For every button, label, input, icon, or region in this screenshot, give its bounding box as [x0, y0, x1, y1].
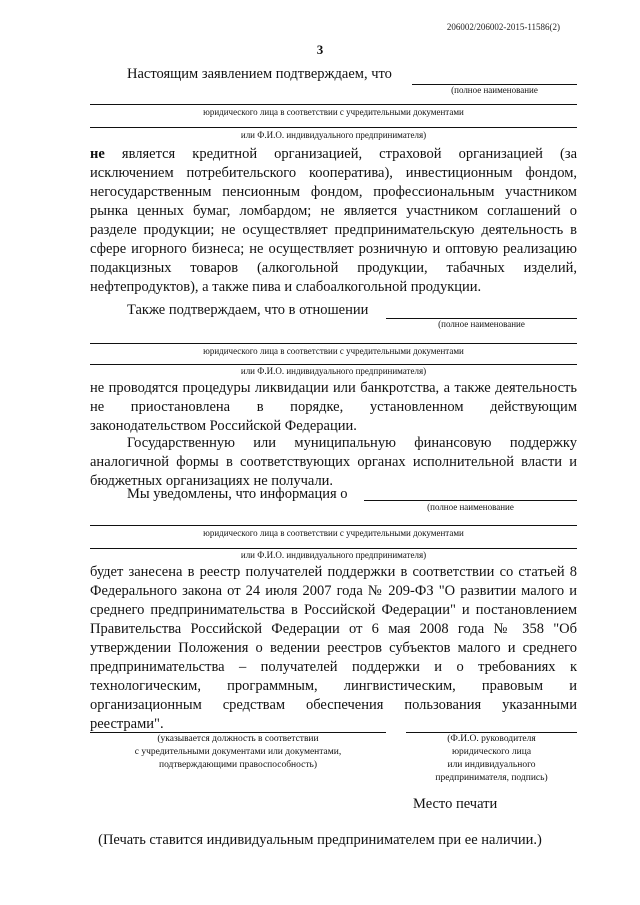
section1-note-2: юридического лица в соответствии с учредительными документами	[203, 107, 464, 117]
section1-body-start: не	[90, 146, 105, 162]
page-number: 3	[316, 42, 324, 57]
signature-position-note: (указывается должность в соответствии с учредительными документами или документами, подтверждающими правоспособность)	[134, 734, 342, 770]
section2-fill-line-3	[90, 364, 577, 365]
section2-note-2: юридического лица в соответствии с учредительными документами	[203, 346, 464, 356]
section3-note-2: юридического лица в соответствии с учредительными документами	[203, 528, 464, 538]
section2-note-1: (полное наименование	[438, 319, 525, 329]
section2-note-3: или Ф.И.О. индивидуального предпринимателя)	[240, 366, 427, 376]
section1-fill-line-3	[90, 127, 577, 128]
section3-body	[90, 563, 577, 734]
section1-fill-line-2	[90, 104, 577, 105]
section3-fill-line-1	[364, 500, 577, 501]
section2-body	[90, 379, 577, 436]
section1-note-3: или Ф.И.О. индивидуального предпринимателя)	[240, 130, 427, 140]
section3-fill-line-2	[90, 525, 577, 526]
document-number: 206002/206002-2015-11586(2)	[446, 22, 560, 32]
section2-fill-line-2	[90, 343, 577, 344]
section3-note-1: (полное наименование	[427, 502, 514, 512]
footer-note: (Печать ставится индивидуальным предпринимателем при ее наличии.)	[98, 832, 542, 848]
section3-fill-line-3	[90, 548, 577, 549]
section1-body-text: является кредитной организацией, страховой организацией (за исключением потребительского кооператива), инвестиционным фондом, негосударственным пенсионным фондом, профессиональным участником рынка ценных бумаг, ломбардом; не является участником соглашений о разделе продукции; не осуществляет предпринимательскую деятельность в сфере игорного бизнеса; не осуществляет розничную и оптовую реализацию подакцизных товаров (алкогольной продукции, табачных изделий, нефтепродуктов), а также пива и слабоалкогольной продукции.	[90, 146, 578, 295]
section3-note-3: или Ф.И.О. индивидуального предпринимателя)	[240, 550, 427, 560]
section1-lead: Настоящим заявлением подтверждаем, что	[127, 66, 392, 82]
section2-lead: Также подтверждаем, что в отношении	[127, 302, 369, 318]
section3-body-text: будет занесена в реестр получателей поддержки в соответствии со статьей 8 Федерального закона от 24 июля 2007 года № 209-ФЗ "О развитии малого и среднего предпринимательства в Российской Федерации" и постановлением Правительства Российской Федерации от 6 мая 2008 года № 358 "Об утверждении Положения о ведении реестров субъектов малого и среднего предпринимательства – получателей поддержки и о требованиях к технологическим, программным, лингвистическим, правовым и организационным средствам обеспечения пользования указанными реестрами".	[90, 564, 577, 732]
section2-body2	[90, 434, 577, 491]
section3-lead: Мы уведомлены, что информация о	[127, 486, 348, 502]
signature-name-note: (Ф.И.О. руководителя юридического лица или индивидуального предпринимателя, подпись)	[435, 734, 548, 783]
section2-body-text: не проводятся процедуры ликвидации или банкротства, а также деятельность не приостановлена в порядке, установленном действующим законодательством Российской Федерации.	[90, 380, 577, 434]
stamp-place: Место печати	[413, 796, 498, 812]
section1-note-1: (полное наименование	[451, 85, 538, 95]
section1-body	[90, 145, 577, 297]
section2-body2-text: Государственную или муниципальную финансовую поддержку аналогичной формы в соответствующих органах исполнительной власти и бюджетных организациях не получали.	[90, 435, 577, 489]
